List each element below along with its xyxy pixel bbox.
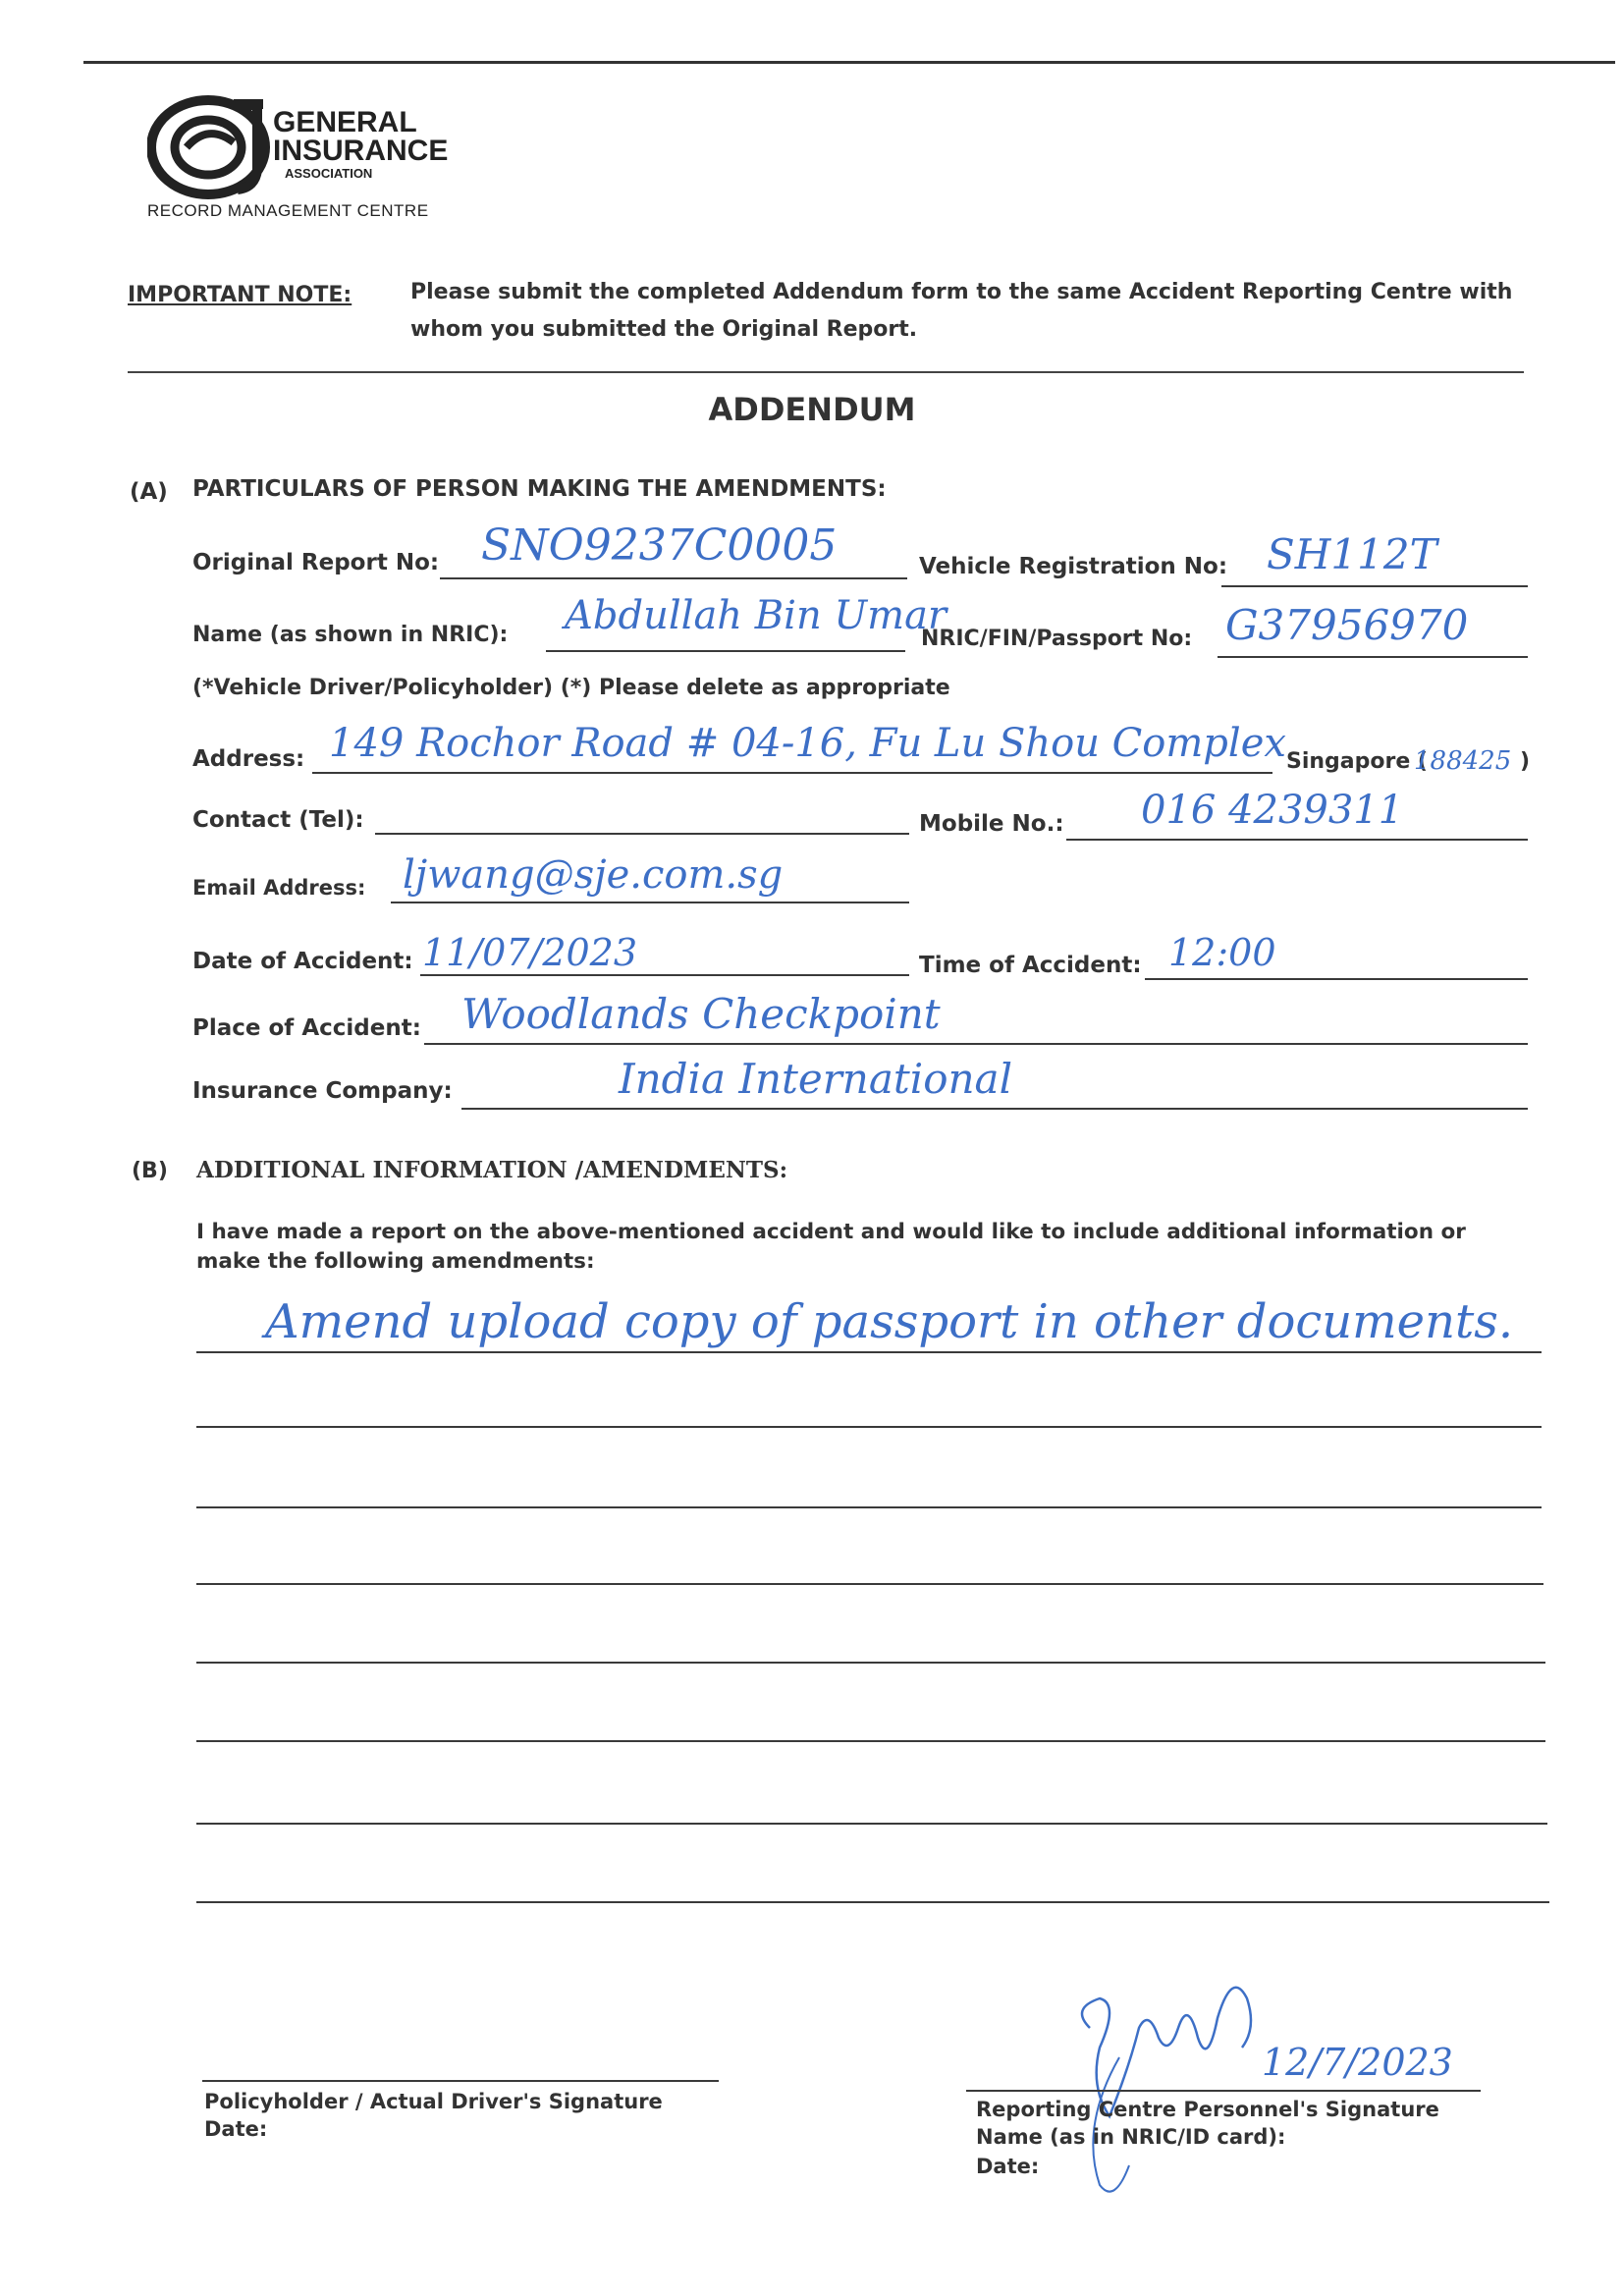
logo-line-4: RECORD MANAGEMENT CENTRE [147,201,429,220]
amendment-line-5 [196,1662,1545,1664]
place-label: Place of Accident: [192,1015,421,1041]
amendment-line-8 [196,1901,1549,1903]
insurer-value: India International [619,1055,1013,1103]
address-value: 149 Rochor Road # 04-16, Fu Lu Shou Complex [329,721,1286,766]
name-underline [546,650,905,652]
nric-value: G37956970 [1225,601,1469,649]
address-label: Address: [192,746,305,772]
right-signature-line [966,2090,1481,2092]
mobile-label: Mobile No.: [919,811,1064,837]
date-value: 11/07/2023 [422,931,638,974]
insurer-underline [461,1108,1528,1110]
logo-line-3: ASSOCIATION [285,166,373,181]
header-divider [128,371,1524,373]
amendment-line-4 [196,1583,1543,1585]
section-b-heading: ADDITIONAL INFORMATION /AMENDMENTS: [196,1157,788,1183]
important-note-text-2: whom you submitted the Original Report. [410,317,918,342]
original-report-label: Original Report No: [192,550,440,575]
important-note-text-1: Please submit the completed Addendum form to the same Accident Reporting Centre with [410,280,1513,304]
important-note-label: IMPORTANT NOTE: [128,283,352,307]
amendment-line-2 [196,1426,1542,1428]
gia-swirl-logo-icon [147,93,275,201]
left-signature-label: Policyholder / Actual Driver's Signature [204,2090,663,2113]
mobile-underline [1066,839,1528,841]
right-name-label: Name (as in NRIC/ID card): [976,2125,1286,2149]
page-title: ADDENDUM [708,391,916,428]
left-date-label: Date: [204,2117,268,2141]
role-line: (*Vehicle Driver/Policyholder) (*) Please delete as appropriate [192,676,950,700]
right-signature-label: Reporting Centre Personnel's Signature [976,2098,1439,2121]
amendment-line-3 [196,1506,1542,1508]
date-label: Date of Accident: [192,949,413,974]
vehicle-reg-underline [1221,585,1528,587]
contact-label: Contact (Tel): [192,807,364,833]
logo-line-2: INSURANCE [273,135,449,167]
section-a-letter: (A) [130,479,168,505]
section-b-letter: (B) [132,1159,168,1183]
place-value: Woodlands Checkpoint [461,990,941,1038]
section-a-heading: PARTICULARS OF PERSON MAKING THE AMENDMENTS: [192,476,887,502]
singapore-close: ) [1520,749,1531,774]
email-value: ljwang@sje.com.sg [403,852,784,898]
nric-label: NRIC/FIN/Passport No: [921,627,1193,651]
email-label: Email Address: [192,876,366,900]
time-label: Time of Accident: [919,953,1142,978]
name-value: Abdullah Bin Umar [565,593,947,638]
vehicle-reg-value: SH112T [1267,530,1437,578]
logo-line-1: GENERAL [273,106,417,138]
nric-underline [1218,656,1528,658]
section-b-intro-1: I have made a report on the above-mentioned accident and would like to include additional information or [196,1220,1466,1244]
amendment-line-1 [196,1351,1542,1353]
name-label: Name (as shown in NRIC): [192,623,509,647]
section-b-intro-2: make the following amendments: [196,1249,595,1274]
vehicle-reg-label: Vehicle Registration No: [919,554,1228,579]
contact-underline [375,833,909,835]
date-underline [420,974,909,976]
place-underline [424,1043,1528,1045]
original-report-underline [440,577,907,579]
address-underline [312,772,1272,774]
postal-code-value: 188425 [1414,746,1512,776]
top-border-line [83,61,1615,64]
original-report-value: SNO9237C0005 [481,520,838,571]
insurer-label: Insurance Company: [192,1078,453,1104]
amendment-text-1: Amend upload copy of passport in other documents. [265,1294,1514,1349]
amendment-line-7 [196,1823,1547,1825]
email-underline [391,902,909,903]
time-underline [1145,978,1528,980]
left-signature-line [202,2080,719,2082]
mobile-value: 016 4239311 [1141,788,1404,833]
time-value: 12:00 [1168,931,1276,974]
personnel-sign-date: 12/7/2023 [1262,2041,1453,2084]
singapore-label: Singapore ( [1286,749,1428,774]
right-date-label: Date: [976,2155,1040,2178]
amendment-line-6 [196,1740,1545,1742]
personnel-signature [1060,1969,1316,2205]
